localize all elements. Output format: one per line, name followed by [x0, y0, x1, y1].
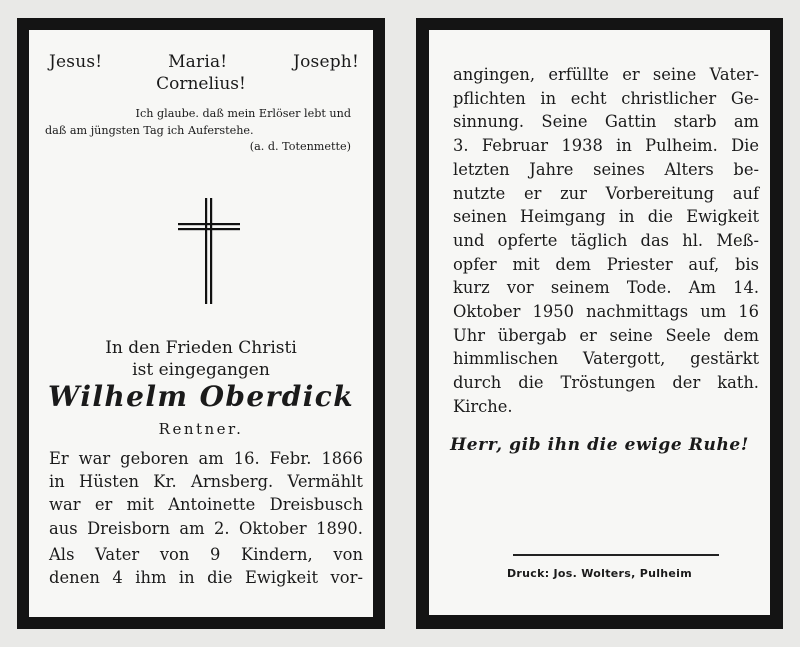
verse-source: (a. d. Totenmette) — [249, 140, 351, 153]
verse-line-1: Ich glaube. daß mein Erlöser lebt und — [135, 107, 351, 120]
prayer-line: Herr, gib ihn die ewige Ruhe! — [450, 435, 749, 455]
deceased-name: Wilhelm Oberdick — [47, 380, 354, 413]
bio-line: und opferte täglich das hl. Meß- — [453, 230, 759, 250]
intro-line-2: ist eingegangen — [132, 360, 270, 380]
biography-part-2 — [453, 63, 759, 419]
bio-line: denen 4 ihm in die Ewigkeit vor- — [49, 568, 363, 588]
bio-line: Kirche. — [453, 396, 513, 416]
bio-line: himmlischen Vatergott, gestärkt — [453, 349, 759, 369]
bio-line: Als Vater von 9 Kindern, von — [49, 544, 363, 564]
verse-line-2: daß am jüngsten Tag ich Auferstehe. — [45, 123, 254, 137]
bio-line: nutzte er zur Vorbereitung auf — [453, 183, 759, 203]
bio-line: opfer mit dem Priester auf, bis — [453, 254, 759, 274]
bio-line: aus Dreisborn am 2. Oktober 1890. — [49, 518, 363, 538]
left-card — [29, 30, 373, 617]
invocation-jesus: Jesus! — [49, 52, 103, 72]
bio-line: sinnung. Seine Gattin starb am — [453, 112, 759, 132]
right-card — [429, 30, 770, 615]
bio-line: in Hüsten Kr. Arnsberg. Vermählt — [49, 472, 363, 492]
cross-icon — [178, 198, 240, 304]
bio-line: Er war geboren am 16. Febr. 1866 — [49, 449, 363, 468]
printer-credit: Druck: Jos. Wolters, Pulheim — [506, 567, 692, 580]
scripture-verse — [41, 106, 351, 156]
invocation-maria: Maria! — [168, 52, 228, 72]
bio-line: angingen, erfüllte er seine Vater- — [453, 65, 759, 84]
bio-line: war er mit Antoinette Dreisbusch — [49, 495, 363, 515]
left-card-border — [17, 18, 385, 629]
bio-line: Uhr übergab er seine Seele dem — [453, 325, 759, 345]
bio-line: kurz vor seinem Tode. Am 14. — [453, 278, 759, 298]
bio-line: pflichten in echt christlicher Ge- — [453, 88, 759, 108]
invocation-cornelius: Cornelius! — [156, 74, 246, 94]
bio-line: durch die Tröstungen der kath. — [453, 373, 759, 393]
bio-line: 3. Februar 1938 in Pulheim. Die — [453, 136, 759, 156]
biography-part-1 — [49, 447, 363, 589]
invocation-row — [49, 52, 359, 72]
right-card-border — [416, 18, 783, 629]
invocation-joseph: Joseph! — [293, 52, 359, 72]
intro-line-1: In den Frieden Christi — [105, 338, 297, 358]
occupation: Rentner. — [158, 420, 244, 438]
bio-line: seinen Heimgang in die Ewigkeit — [453, 207, 759, 227]
intro-text — [29, 337, 373, 381]
bio-line: letzten Jahre seines Alters be- — [453, 159, 759, 179]
bio-line: Oktober 1950 nachmittags um 16 — [453, 302, 759, 322]
divider — [513, 554, 719, 556]
